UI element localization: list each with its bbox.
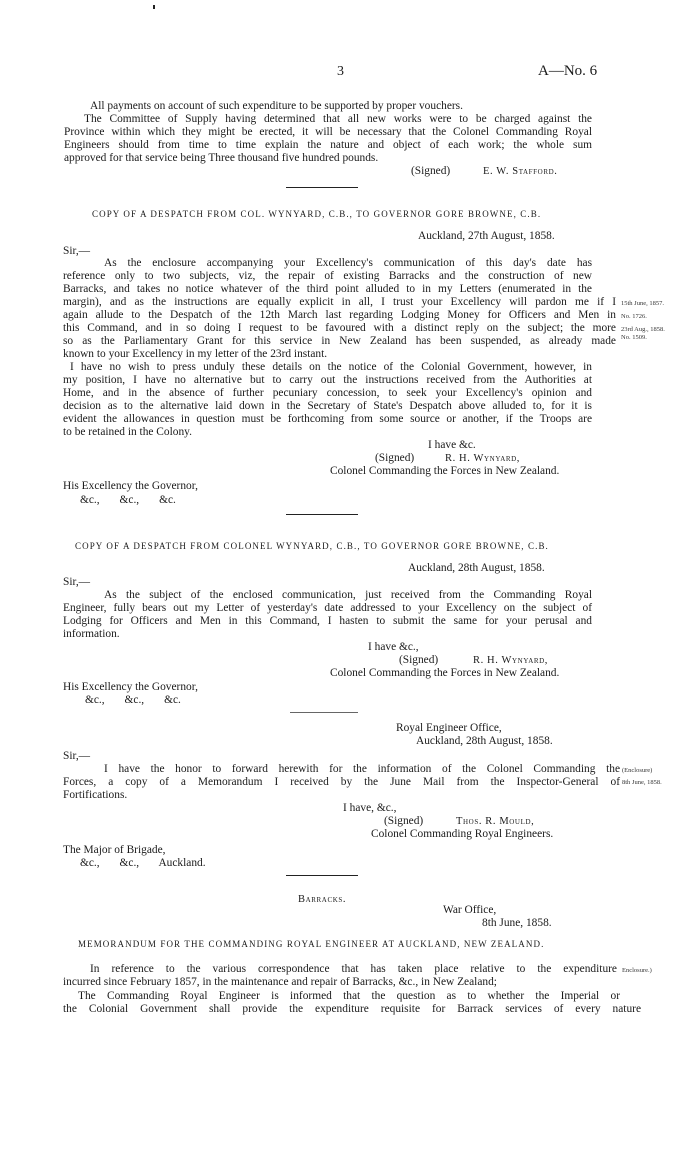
margin-note: (Enclosure) <box>622 767 653 774</box>
place-date: Auckland, 28th August, 1858. <box>416 735 553 747</box>
section-divider <box>286 514 358 515</box>
body-line: margin), and as the instructions are equally explicit in all, I trust your Excellency will pardon me if I <box>63 296 616 308</box>
body-line: known to your Excellency in my letter of the 23rd instant. <box>63 348 328 360</box>
body-line: In reference to the various correspondence that has taken place relative to the expenditure <box>90 963 617 975</box>
body-line: again allude to the Despatch of the 12th March last regarding Lodging Money for Officers and Men in <box>63 309 616 321</box>
signature-title: Colonel Commanding the Forces in New Zealand. <box>330 667 560 679</box>
memo-date: 8th June, 1858. <box>482 917 552 929</box>
margin-note: 15th June, 1857. <box>621 300 664 307</box>
body-line: the Colonial Government shall provide the expenditure requisite for Barrack services of every nature <box>63 1003 641 1015</box>
place-date: Auckland, 27th August, 1858. <box>418 230 555 242</box>
office-name: Royal Engineer Office, <box>396 722 502 734</box>
closing: I have, &c., <box>343 802 397 814</box>
despatch-heading: COPY OF A DESPATCH FROM COL. WYNYARD, C.B., TO GOVERNOR GORE BROWNE, C.B. <box>92 209 542 219</box>
section-divider <box>286 875 358 876</box>
margin-note: Enclosure.) <box>622 967 652 974</box>
body-line: I have the honor to forward herewith for the information of the Colonel Commanding the <box>104 763 620 775</box>
signature-name: Thos. R. Mould, <box>456 816 535 827</box>
body-line: Engineer, fully bears out my Letter of yesterday's date addressed to your Excellency on the subject of <box>63 602 592 614</box>
closing: I have &c., <box>368 641 419 653</box>
margin-note: 23rd Aug., 1858. <box>621 326 665 333</box>
salutation: Sir,— <box>63 750 91 762</box>
section-divider <box>290 712 358 713</box>
body-line: evident the allowances in question must be forthcoming from some source or another, if the Troops are <box>63 413 592 425</box>
closing: I have &c. <box>428 439 476 451</box>
intro-line: All payments on account of such expenditure to be supported by proper vouchers. <box>90 100 463 112</box>
section-divider <box>286 187 358 188</box>
addressee: &c., &c., &c. <box>80 494 176 506</box>
addressee: His Excellency the Governor, <box>63 681 198 693</box>
signed-label: (Signed) <box>384 815 424 827</box>
body-line: to be retained in the Colony. <box>63 426 192 438</box>
body-line: Forces, a copy of a Memorandum I received by the June Mail from the Inspector-General of <box>63 776 620 788</box>
signature-name: R. H. Wynyard, <box>473 655 549 666</box>
body-line: Lodging for Officers and Men in this Command, I hasten to submit the same for your perusal and <box>63 615 592 627</box>
body-line: decision as to the alternative laid down in the Secretary of State's Despatch above alluded to, for it is <box>63 400 592 412</box>
salutation: Sir,— <box>63 576 91 588</box>
place-date: Auckland, 28th August, 1858. <box>408 562 545 574</box>
signature-title: Colonel Commanding the Forces in New Zealand. <box>330 465 560 477</box>
body-line: As the enclosure accompanying your Excellency's communication of this day's date has <box>104 257 592 269</box>
intro-line: Engineers should from time to time explain the nature and object of each work; the whole sum <box>64 139 592 151</box>
body-line: this Command, and in so doing I request to be favoured with a distinct reply on the subject; the more <box>63 322 616 334</box>
body-line: information. <box>63 628 120 640</box>
margin-note: No. 1726. <box>621 313 647 320</box>
signed-label: (Signed) <box>399 654 439 666</box>
despatch-heading: COPY OF A DESPATCH FROM COLONEL WYNYARD, C.B., TO GOVERNOR GORE BROWNE, C.B. <box>75 541 549 551</box>
salutation: Sir,— <box>63 245 91 257</box>
body-line: As the subject of the enclosed communication, just received from the Commanding Royal <box>104 589 592 601</box>
signed-label: (Signed) <box>375 452 415 464</box>
body-line: Home, and in the absence of further pecuniary concession, to seek your Excellency's opinion and <box>63 387 592 399</box>
signature-name: E. W. Stafford. <box>483 166 558 177</box>
memo-heading: MEMORANDUM FOR THE COMMANDING ROYAL ENGINEER AT AUCKLAND, NEW ZEALAND. <box>78 939 545 949</box>
signature-name: R. H. Wynyard, <box>445 453 521 464</box>
body-line: The Commanding Royal Engineer is informed that the question as to whether the Imperial or <box>78 990 620 1002</box>
signed-label: (Signed) <box>411 165 451 177</box>
document-reference: A—No. 6 <box>538 63 598 79</box>
addressee: &c., &c., &c. <box>85 694 181 706</box>
ink-speck <box>153 5 155 9</box>
body-line: incurred since February 1857, in the maintenance and repair of Barracks, &c., in New Zealand; <box>63 976 497 988</box>
margin-note: No. 1509. <box>621 334 647 341</box>
body-line: my position, I have no alternative but to carry out the instructions received from the Authorities at <box>63 374 592 386</box>
office-name: War Office, <box>443 904 497 916</box>
section-title: Barracks. <box>298 894 347 905</box>
body-line: reference only to two subjects, viz, the repair of existing Barracks and the construction of new <box>63 270 592 282</box>
body-line: so as the Parliamentary Grant for this service in New Zealand has been suspended, as already made <box>63 335 616 347</box>
addressee: The Major of Brigade, <box>63 844 166 856</box>
body-line: I have no wish to press unduly these details on the notice of the Colonial Government, however, in <box>70 361 592 373</box>
intro-line: The Committee of Supply having determined that all new works were to be charged against the <box>84 113 592 125</box>
addressee: His Excellency the Governor, <box>63 480 198 492</box>
intro-line: Province within which they might be erected, it will be necessary that the Colonel Commanding Royal <box>64 126 592 138</box>
signature-title: Colonel Commanding Royal Engineers. <box>371 828 554 840</box>
addressee: &c., &c., Auckland. <box>80 857 206 869</box>
page-number: 3 <box>337 64 344 79</box>
margin-note: 8th June, 1858. <box>622 779 662 786</box>
body-line: Barracks, and takes no notice whatever of the third point alluded to in my Letters (enumerated in the <box>63 283 592 295</box>
body-line: Fortifications. <box>63 789 128 801</box>
intro-line: approved for that service being Three thousand five hundred pounds. <box>64 152 379 164</box>
